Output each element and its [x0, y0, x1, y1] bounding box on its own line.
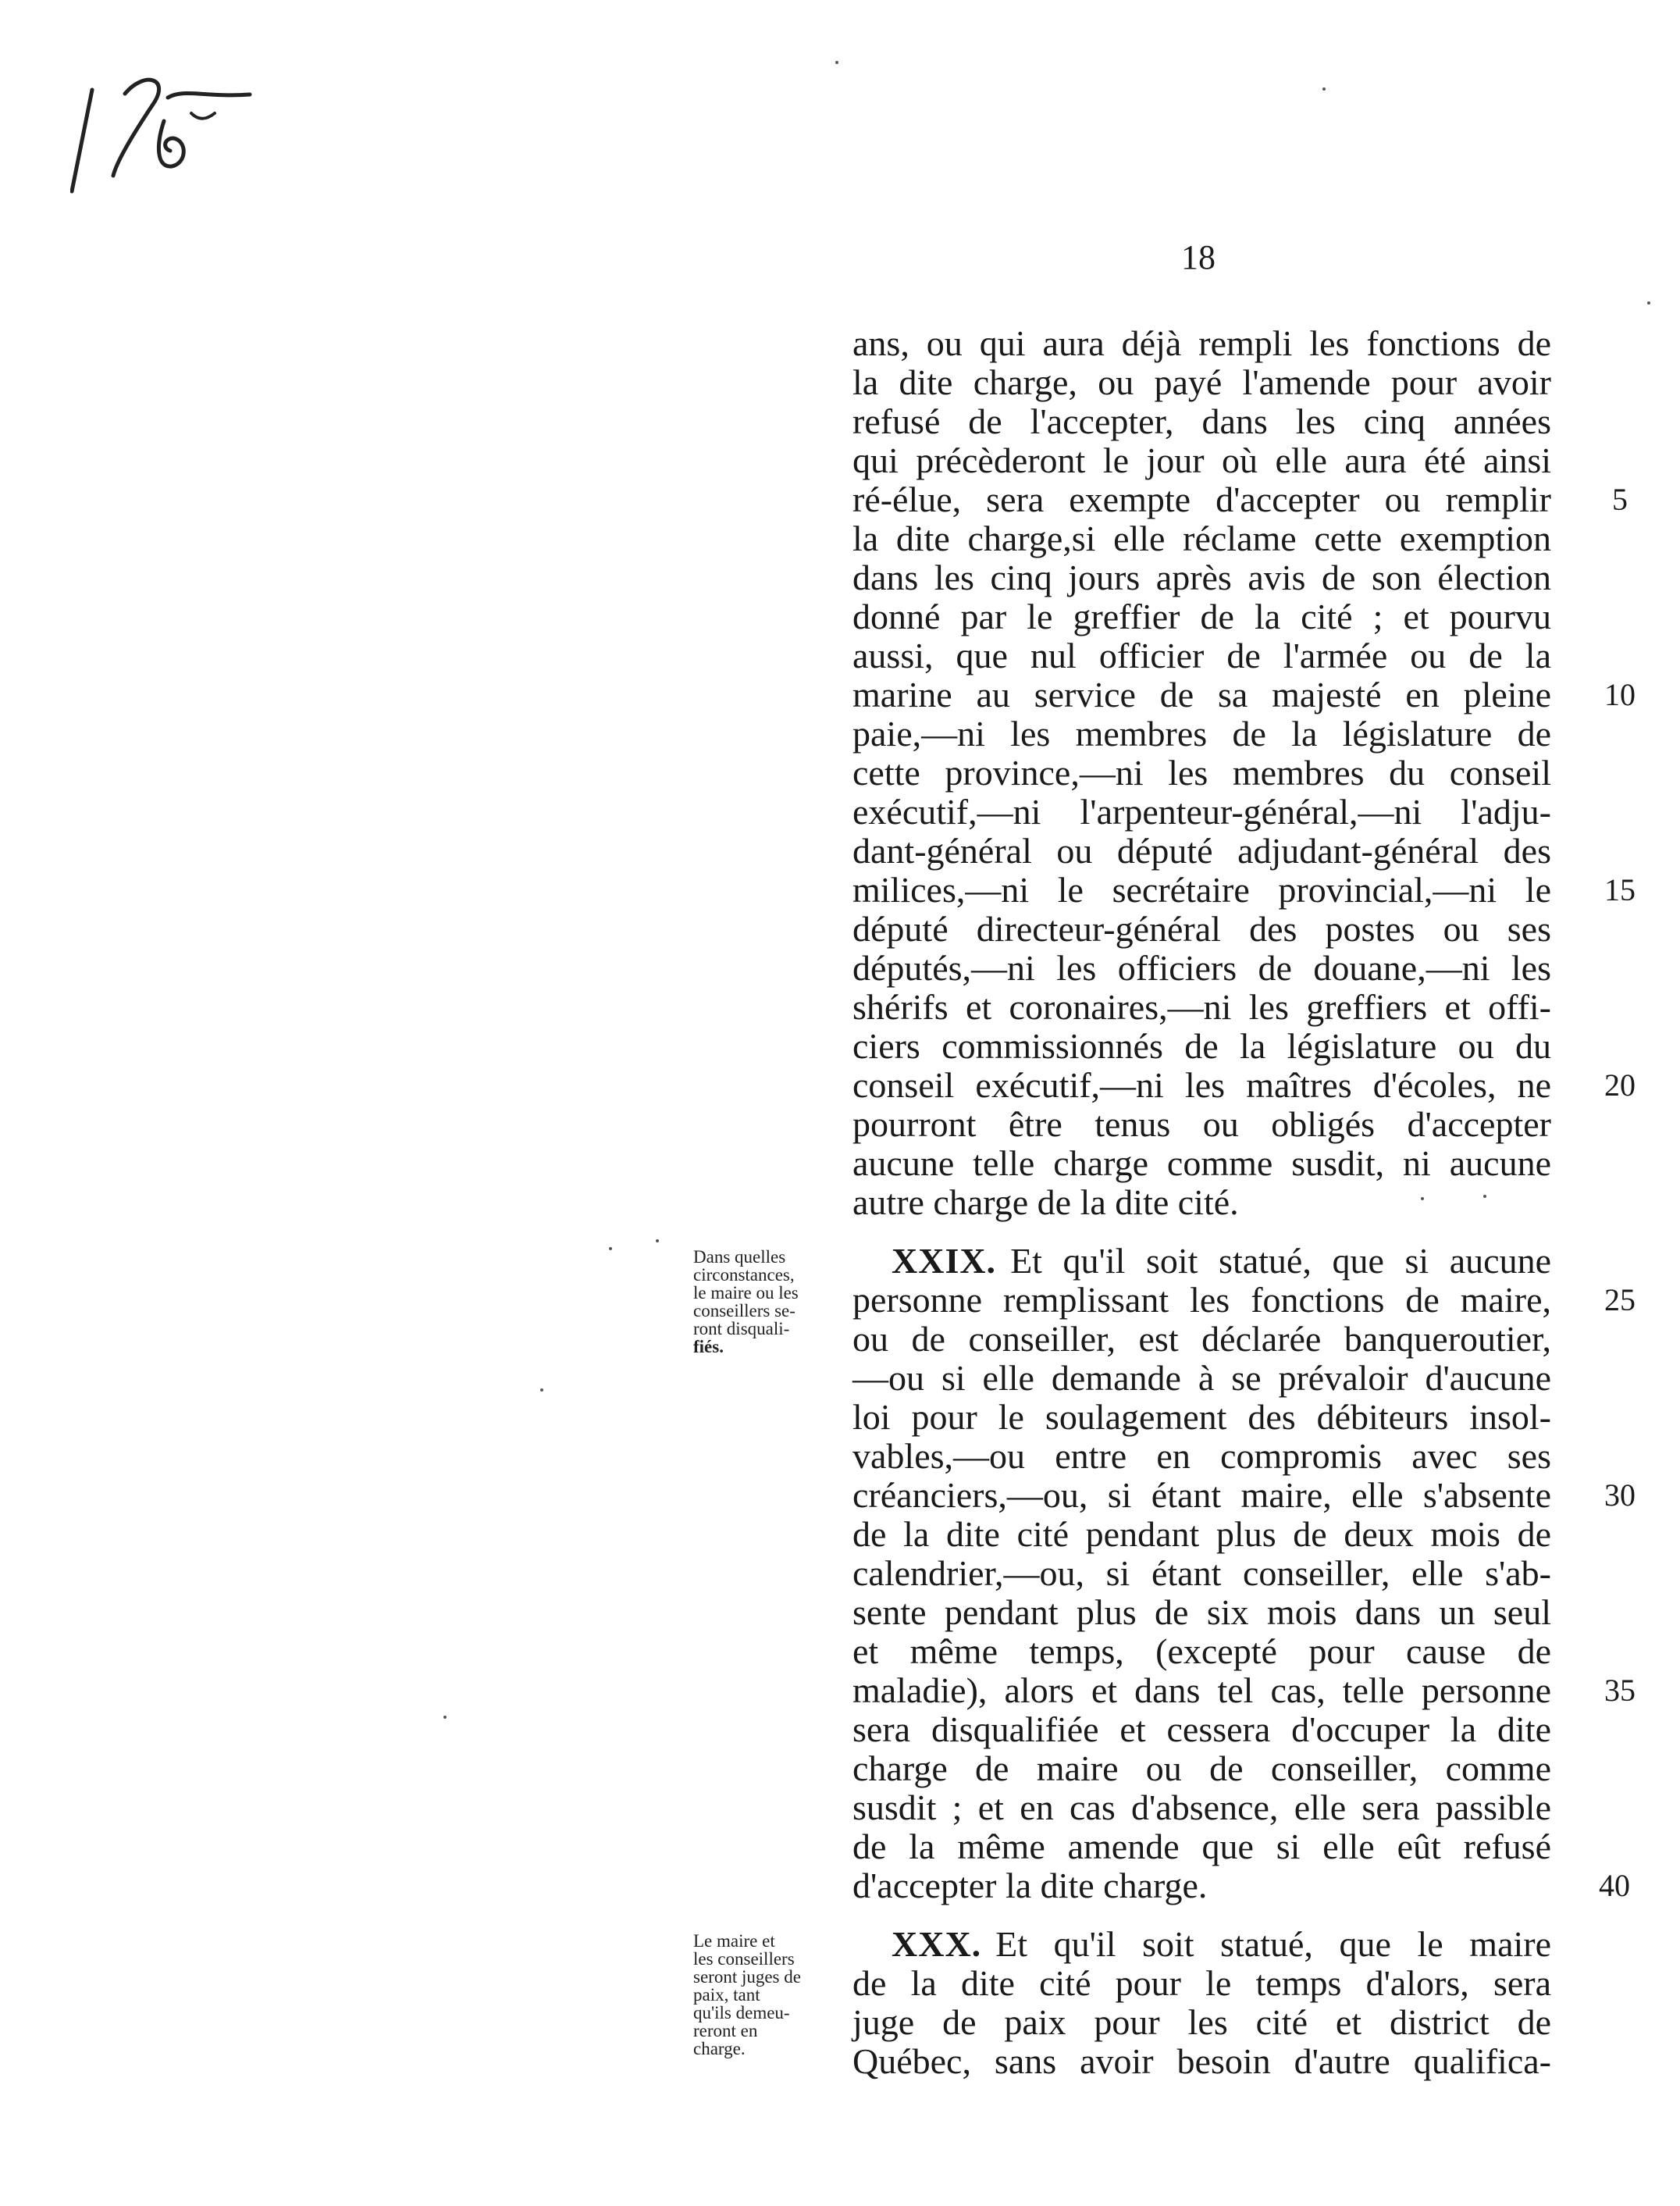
text-line: dant-général ou député adjudant-général des	[852, 831, 1551, 871]
text-line: d'accepter la dite charge.	[852, 1866, 1208, 1905]
text-line: paie,—ni les membres de la législature de	[852, 714, 1551, 754]
scan-speck	[656, 1239, 659, 1242]
text-line: charge de maire ou de conseiller, comme	[852, 1748, 1551, 1788]
line-number: 40	[1599, 1868, 1630, 1903]
text-line: juge de paix pour les cité et district de	[852, 2002, 1551, 2042]
text-line: loi pour le soulagement des débiteurs insol-	[852, 1397, 1551, 1437]
note-line: le maire ou les	[693, 1283, 799, 1303]
line-number: 20	[1604, 1067, 1636, 1103]
note-line: ront disquali-	[693, 1319, 790, 1338]
section-number: XXIX.	[892, 1241, 997, 1281]
line-number: 35	[1604, 1673, 1636, 1708]
text-line: députés,—ni les officiers de douane,—ni les	[852, 948, 1551, 988]
text-line: sera disqualifiée et cessera d'occuper la dite	[852, 1709, 1551, 1749]
section-number: XXX.	[892, 1924, 982, 1964]
scan-speck	[1322, 87, 1326, 91]
page-number: 18	[1181, 238, 1216, 276]
handwritten-folio-number	[70, 66, 258, 199]
text-line: cette province,—ni les membres du conseil	[852, 753, 1551, 793]
text-line: ans, ou qui aura déjà rempli les fonctions de	[852, 323, 1551, 363]
scan-speck	[1647, 301, 1650, 305]
text-line: ou de conseiller, est déclarée banqueroutier,	[852, 1319, 1551, 1359]
text-line: sente pendant plus de six mois dans un seul	[852, 1592, 1551, 1632]
text-line: milices,—ni le secrétaire provincial,—ni le	[852, 870, 1551, 910]
scan-speck	[1421, 1197, 1424, 1200]
text-line: conseil exécutif,—ni les maîtres d'écoles, ne	[852, 1065, 1551, 1105]
marginal-note-disqualification	[693, 1248, 845, 1356]
text-line: de la dite cité pendant plus de deux mois de	[852, 1514, 1551, 1554]
text-line: exécutif,—ni l'arpenteur-général,—ni l'adju-	[852, 792, 1551, 832]
scan-speck	[443, 1716, 447, 1719]
text-line: la dite charge,si elle réclame cette exemption	[852, 519, 1551, 558]
text-line: député directeur-général des postes ou ses	[852, 909, 1551, 949]
section-xxx-first-line	[892, 1925, 1551, 1964]
text-line: autre charge de la dite cité.	[852, 1182, 1239, 1222]
line-number: 10	[1604, 677, 1636, 712]
note-line: conseillers se-	[693, 1301, 796, 1320]
line-number: 25	[1604, 1282, 1636, 1317]
text-line: la dite charge, ou payé l'amende pour avoir	[852, 362, 1551, 402]
text-line: qui précèderont le jour où elle aura été ainsi	[852, 440, 1551, 480]
text-line: donné par le greffier de la cité ; et pourvu	[852, 597, 1551, 636]
text-line: maladie), alors et dans tel cas, telle personne	[852, 1670, 1551, 1710]
note-line: les conseillers	[693, 1949, 795, 1969]
note-line: paix, tant	[693, 1985, 760, 2005]
note-line: qu'ils demeu-	[693, 2003, 790, 2022]
line-number: 15	[1604, 872, 1636, 907]
text-line: shérifs et coronaires,—ni les greffiers et offi-	[852, 987, 1551, 1027]
note-line: circonstances,	[693, 1265, 795, 1285]
text-line: ciers commissionnés de la législature ou du	[852, 1026, 1551, 1066]
text-line: —ou si elle demande à se prévaloir d'aucune	[852, 1358, 1551, 1398]
note-line: reront en	[693, 2021, 758, 2040]
text-line: calendrier,—ou, si étant conseiller, elle s'ab-	[852, 1553, 1551, 1593]
text-line: et même temps, (excepté pour cause de	[852, 1631, 1551, 1671]
scan-speck	[609, 1247, 612, 1250]
line-number: 5	[1612, 482, 1628, 517]
text-line: de la même amende que si elle eût refusé	[852, 1826, 1551, 1866]
text-line: ré-élue, sera exempte d'accepter ou remplir	[852, 479, 1551, 519]
scan-speck	[1483, 1195, 1486, 1198]
scan-speck	[835, 61, 838, 64]
text-line: pourront être tenus ou obligés d'accepter	[852, 1104, 1551, 1144]
note-line: charge.	[693, 2039, 746, 2058]
text-line: marine au service de sa majesté en pleine	[852, 675, 1551, 715]
line-number: 30	[1604, 1477, 1636, 1513]
text-line: dans les cinq jours après avis de son élection	[852, 558, 1551, 597]
text-line: vables,—ou entre en compromis avec ses	[852, 1436, 1551, 1476]
text-span: Et qu'il soit statué, que si aucune	[1010, 1241, 1551, 1281]
text-line: de la dite cité pour le temps d'alors, sera	[852, 1963, 1551, 2003]
note-line: Le maire et	[693, 1931, 775, 1951]
text-line: susdit ; et en cas d'absence, elle sera passible	[852, 1787, 1551, 1827]
text-line: Québec, sans avoir besoin d'autre qualifica-	[852, 2041, 1551, 2081]
note-line: fiés.	[693, 1337, 724, 1356]
scan-speck	[540, 1388, 543, 1392]
text-span: Et qu'il soit statué, que le maire	[995, 1924, 1551, 1964]
text-line: personne remplissant les fonctions de maire,	[852, 1280, 1551, 1320]
note-line: seront juges de	[693, 1967, 801, 1987]
section-xxix-first-line	[892, 1242, 1551, 1281]
text-line: créanciers,—ou, si étant maire, elle s'absente	[852, 1475, 1551, 1515]
note-line: Dans quelles	[693, 1247, 786, 1267]
text-line: refusé de l'accepter, dans les cinq années	[852, 401, 1551, 441]
text-line: aucune telle charge comme susdit, ni aucune	[852, 1143, 1551, 1183]
text-line: aussi, que nul officier de l'armée ou de la	[852, 636, 1551, 675]
marginal-note-justices-of-peace	[693, 1932, 845, 2058]
